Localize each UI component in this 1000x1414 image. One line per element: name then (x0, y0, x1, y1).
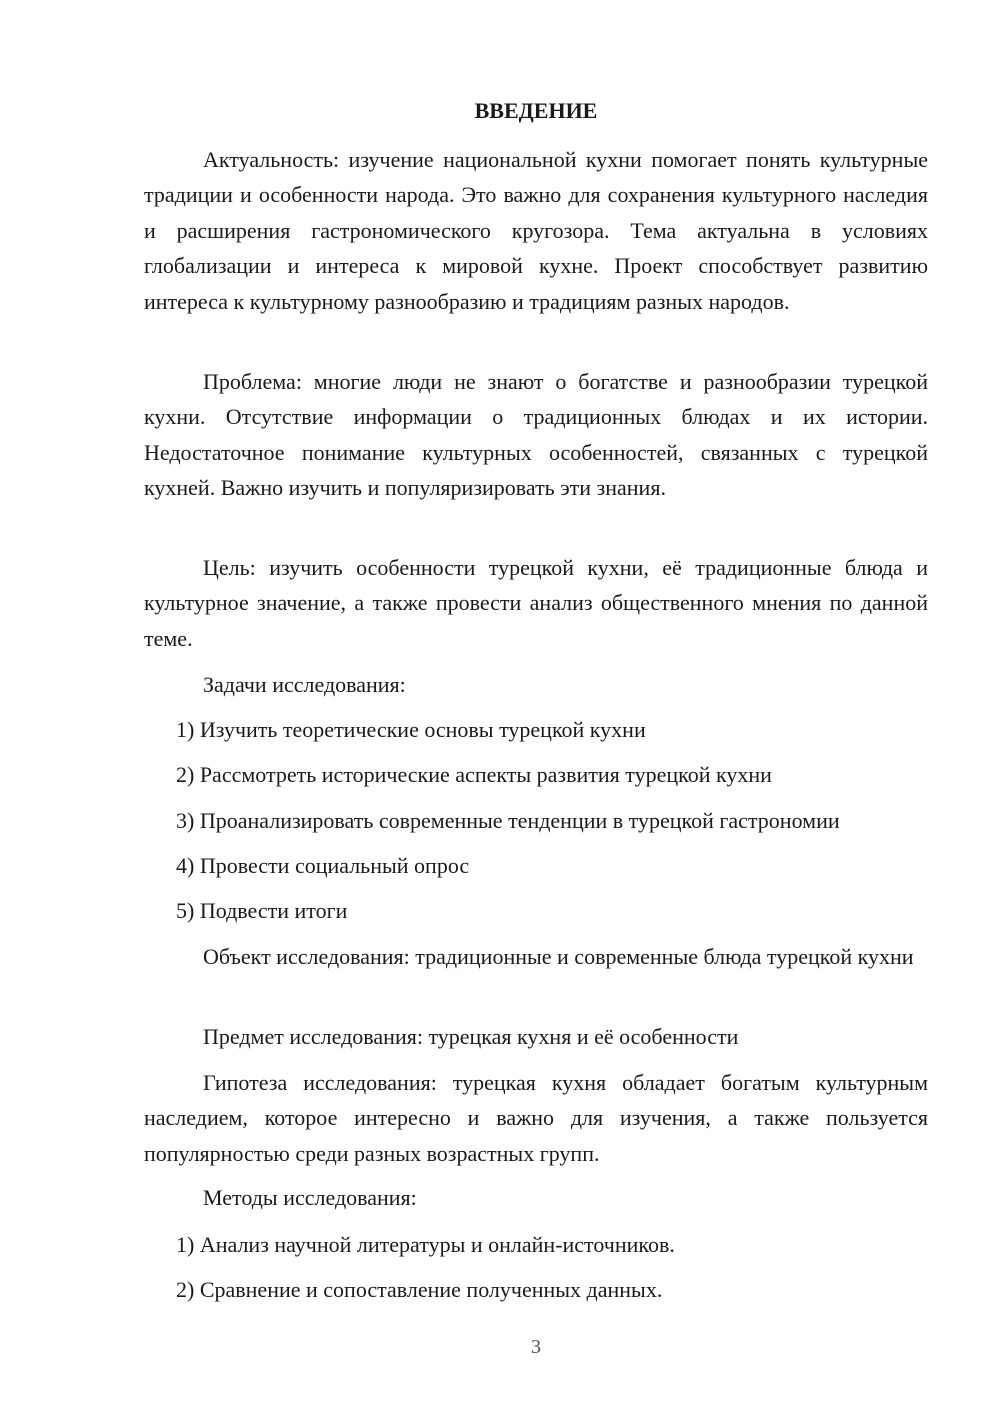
section-title: ВВЕДЕНИЕ (474, 98, 598, 123)
task-item-1: 1) Изучить теоретические основы турецкой кухни (176, 717, 646, 742)
task-item-3: 3) Проанализировать современные тенденции в турецкой гастрономии (176, 808, 840, 833)
goal-paragraph: Цель: изучить особенности турецкой кухни, её традиционные блюда и культурное значение, а также провести анализ общественного мнения по данной теме. (144, 555, 928, 651)
task-item-4: 4) Провести социальный опрос (176, 853, 470, 878)
hypothesis-paragraph: Гипотеза исследования: турецкая кухня обладает богатым культурным наследием, которое интересно и важно для изучения, а также пользуется популярностью среди разных возрастных групп. (144, 1070, 928, 1166)
method-item-2: 2) Сравнение и сопоставление полученных данных. (176, 1277, 663, 1302)
task-item-5: 5) Подвести итоги (176, 898, 348, 923)
method-item-1: 1) Анализ научной литературы и онлайн-источников. (176, 1232, 675, 1257)
document-page (144, 0, 928, 1414)
problem-paragraph: Проблема: многие люди не знают о богатстве и разнообразии турецкой кухни. Отсутствие информации о традиционных блюдах и их истории. Недостаточное понимание культурных особенностей, связанных с турецкой кухней. Важно изучить и популяризировать эти знания. (144, 369, 928, 501)
relevance-paragraph: Актуальность: изучение национальной кухни помогает понять культурные традиции и особенности народа. Это важно для сохранения культурного наследия и расширения гастрономического кругозора. Тема актуальна в условиях глобализации и интереса к мировой кухне. Проект способствует развитию интереса к культурному разнообразию и традициям разных народов. (144, 147, 928, 314)
object-paragraph: Объект исследования: традиционные и современные блюда турецкой кухни (203, 944, 914, 969)
tasks-heading: Задачи исследования: (203, 672, 406, 697)
page-number: 3 (531, 1336, 541, 1358)
methods-heading: Методы исследования: (203, 1185, 417, 1210)
task-item-2: 2) Рассмотреть исторические аспекты развития турецкой кухни (176, 762, 772, 787)
subject-paragraph: Предмет исследования: турецкая кухня и её особенности (203, 1024, 739, 1049)
